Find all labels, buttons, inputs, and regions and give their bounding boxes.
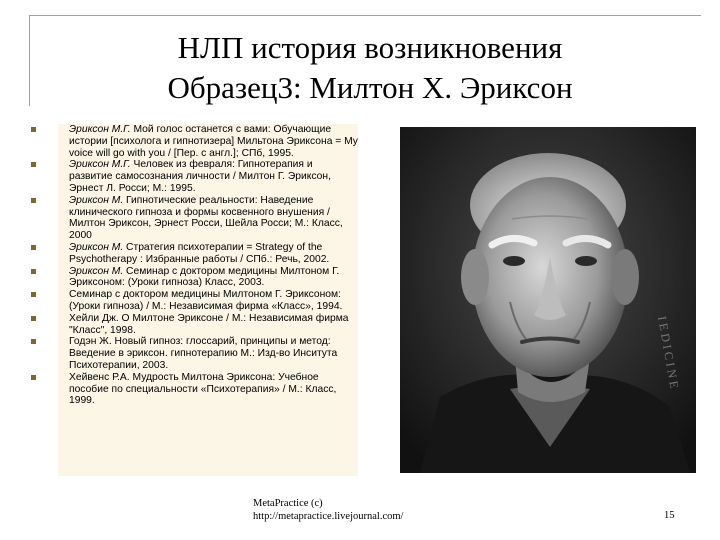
bullet-square-icon bbox=[31, 292, 36, 297]
reference-item bbox=[58, 159, 358, 194]
reference-author: Эриксон М. bbox=[69, 194, 124, 206]
footer bbox=[253, 497, 403, 523]
title-side-rule bbox=[29, 16, 30, 106]
portrait-image bbox=[400, 127, 696, 473]
reference-item bbox=[58, 266, 358, 290]
reference-text: Годэн Ж. Новый гипноз: глоссарий, принципы и метод: Введение в эриксон. гипнотерапию М.: Изд-во Инситута Психотерапии, 2003. bbox=[69, 336, 338, 371]
title-line-2: Образец3: Милтон Х. Эриксон bbox=[167, 70, 573, 105]
reference-item bbox=[58, 195, 358, 242]
reference-author: Эриксон М. bbox=[69, 241, 124, 253]
bullet-square-icon bbox=[31, 316, 36, 321]
title-line-1: НЛП история возникновения bbox=[177, 30, 563, 65]
reference-author: Эриксон М.Г. bbox=[69, 159, 131, 171]
reference-item bbox=[58, 372, 358, 407]
bullet-square-icon bbox=[31, 269, 36, 274]
bullet-square-icon bbox=[31, 198, 36, 203]
bullet-square-icon bbox=[31, 245, 36, 250]
references-list bbox=[58, 124, 358, 476]
reference-item bbox=[58, 313, 358, 337]
reference-item bbox=[58, 336, 358, 371]
reference-text: Мой голос останется с вами: Обучающие истории [психолога и гипнотизера] Мильтона Эриксона = My voice will go with you / [Пер. с англ.]; СПб, 1995. bbox=[69, 124, 358, 159]
page-number: 15 bbox=[664, 510, 675, 521]
title-top-rule bbox=[29, 15, 701, 16]
reference-text: Хейвенс Р.А. Мудрость Милтона Эриксона: Учебное пособие по специальности «Психотерапия» / М.: Класс, 1999. bbox=[69, 371, 337, 407]
reference-text: Семинар с доктором медицины Милтоном Г. Эриксоном: (Уроки гипноза) Класс, 2003. bbox=[69, 265, 340, 289]
reference-author: Эриксон М. bbox=[69, 265, 124, 277]
reference-item bbox=[58, 289, 358, 313]
reference-text: Семинар с доктором медицины Милтоном Г. Эриксоном: (Уроки гипноза) / М.: Независимая фирма «Класс», 1994. bbox=[69, 289, 343, 312]
slide-title bbox=[40, 28, 700, 108]
reference-item bbox=[58, 124, 358, 159]
bullet-square-icon bbox=[31, 339, 36, 344]
reference-text: Стратегия психотерапии = Strategy of the Psychotherapy : Избранные работы / СПб.: Речь, 2002. bbox=[69, 241, 330, 265]
footer-copyright: MetaPractice (c) bbox=[253, 498, 323, 509]
reference-item bbox=[58, 242, 358, 266]
footer-link[interactable]: http://metapractice.livejournal.com/ bbox=[253, 511, 404, 522]
portrait-photo bbox=[400, 127, 696, 473]
reference-author: Эриксон М.Г. bbox=[69, 124, 131, 135]
reference-text: Человек из февраля: Гипнотерапия и развитие самосознания личности / Милтон Г. Эриксон, Эрнест Л. Росси; М.: 1995. bbox=[69, 159, 331, 194]
reference-text: Гипнотические реальности: Наведение клинического гипноза и формы косвенного внушения / Милтон Эриксон, Эрнест Росси, Шейла Росси; М.: Класс, 2000 bbox=[69, 194, 343, 242]
svg-text:I E D I C I N E: I E D I C I N E bbox=[655, 315, 682, 390]
bullet-square-icon bbox=[31, 127, 36, 132]
bullet-square-icon bbox=[31, 162, 36, 167]
bullet-square-icon bbox=[31, 375, 36, 380]
reference-text: Хейли Дж. О Милтоне Эриксоне / М.: Независимая фирма "Класс", 1998. bbox=[69, 312, 349, 336]
bullet-list bbox=[58, 124, 358, 407]
